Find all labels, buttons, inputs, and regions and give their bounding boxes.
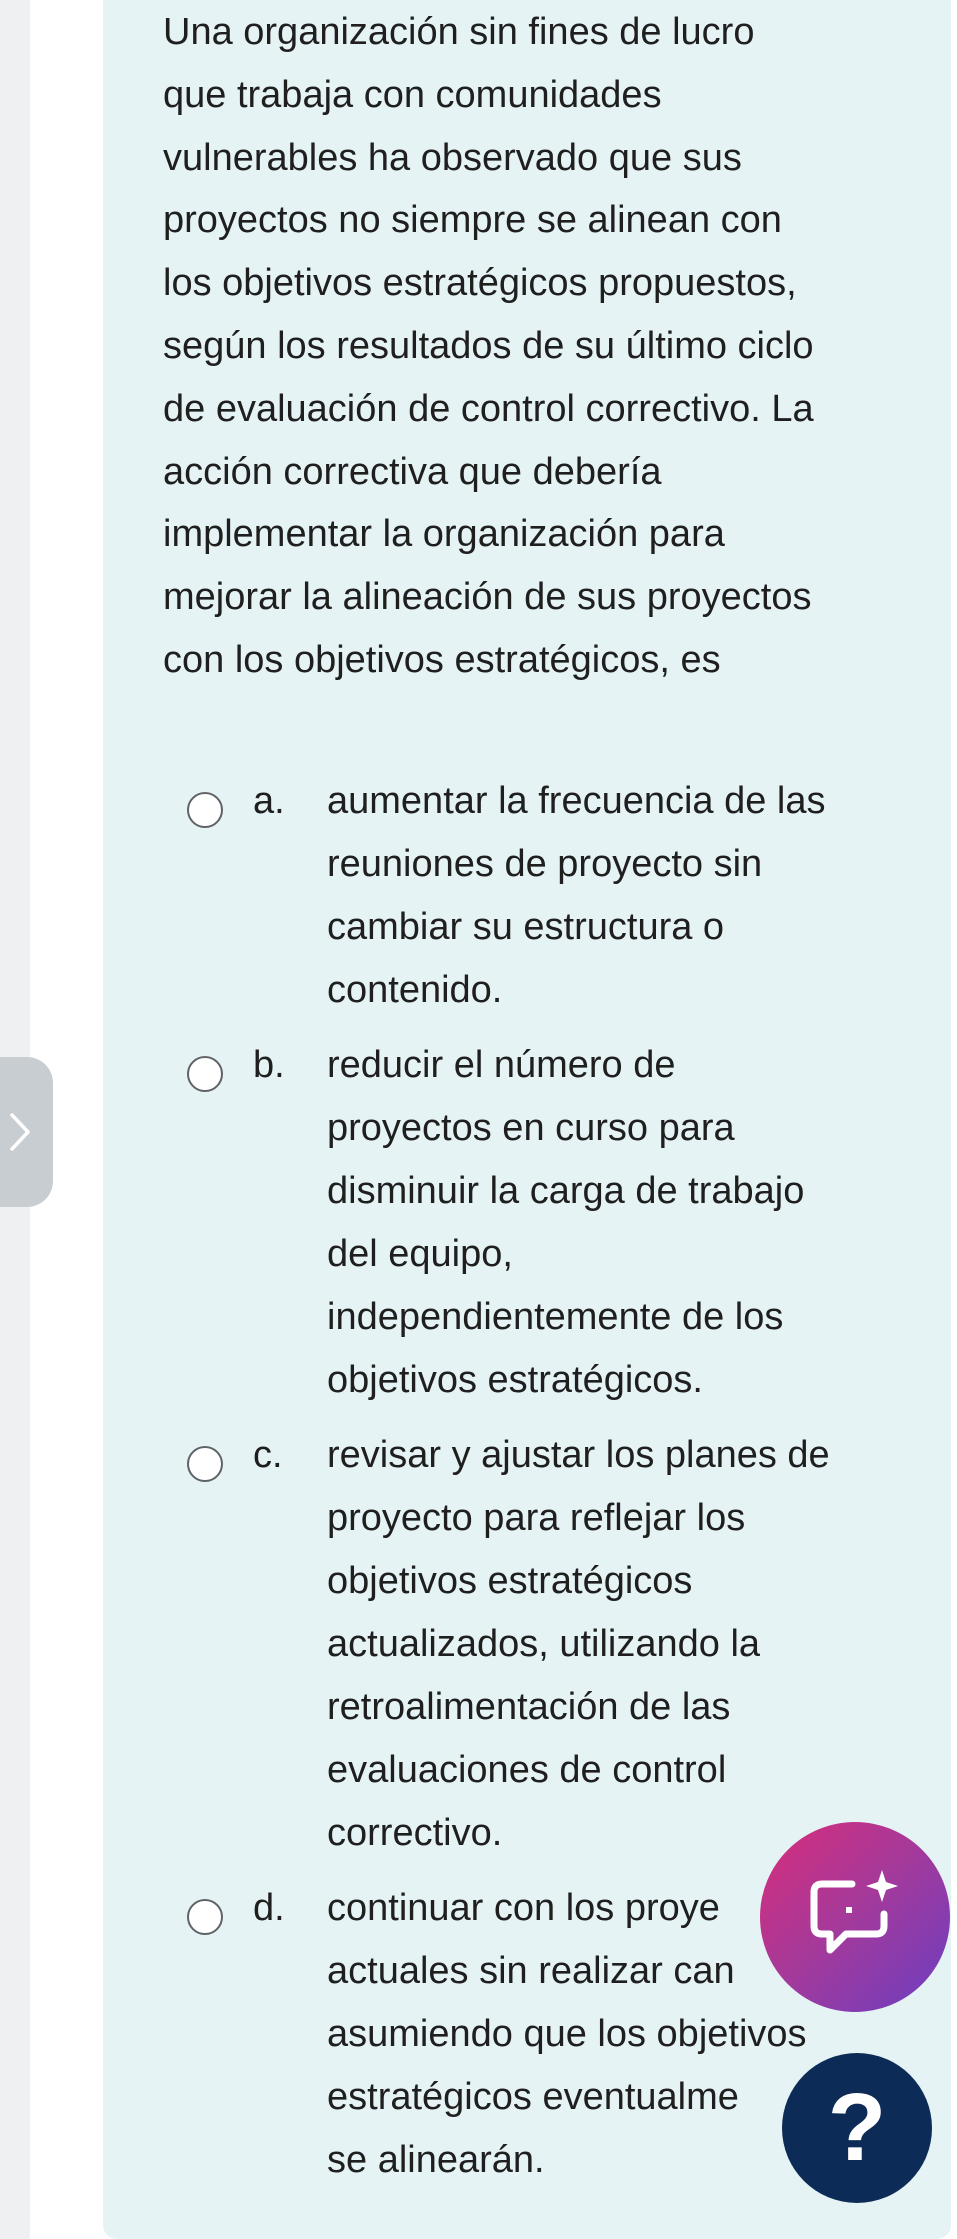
option-line: disminuir la carga de trabajo — [327, 1170, 805, 1212]
option-line: cambiar su estructura o — [327, 906, 725, 948]
option-text — [327, 1424, 887, 1865]
option-letter: d. — [253, 1887, 285, 1929]
question-line: según los resultados de su último ciclo — [163, 324, 814, 367]
help-button[interactable]: ? — [782, 2053, 932, 2203]
question-line: Una organización sin fines de lucro — [163, 11, 755, 53]
question-line: acción correctiva que debería — [163, 450, 662, 493]
option-line: objetivos estratégicos. — [327, 1359, 703, 1401]
option-line: correctivo. — [327, 1812, 503, 1854]
option-line: asumiendo que los objetivos — [327, 2013, 807, 2055]
option-letter: a. — [253, 780, 285, 822]
question-line: implementar la organización para — [163, 513, 725, 556]
option-line: aumentar la frecuencia de las — [327, 780, 826, 822]
option-line: proyecto para reflejar los — [327, 1497, 746, 1539]
radio-option-a[interactable] — [187, 792, 223, 828]
radio-option-d[interactable] — [187, 1899, 223, 1935]
radio-option-c[interactable] — [187, 1446, 223, 1482]
question-line: con los objetivos estratégicos, es — [163, 638, 721, 681]
option-text — [327, 1034, 887, 1412]
option-letter: c. — [253, 1434, 283, 1476]
question-line: de evaluación de control correctivo. La — [163, 387, 814, 430]
option-line: proyectos en curso para — [327, 1107, 735, 1149]
chevron-right-icon — [4, 1107, 34, 1157]
question-line: proyectos no siempre se alinean con — [163, 199, 782, 242]
sparkle-chat-icon — [800, 1864, 910, 1974]
option-line: objetivos estratégicos — [327, 1560, 693, 1602]
option-line: continuar con los proye — [327, 1887, 720, 1929]
option-line: actuales sin realizar can — [327, 1950, 735, 1992]
question-line: vulnerables ha observado que sus — [163, 136, 742, 179]
option-text — [327, 770, 887, 1022]
option-line: del equipo, — [327, 1233, 513, 1275]
option-letter: b. — [253, 1044, 285, 1086]
option-line: se alinearán. — [327, 2139, 545, 2181]
option-line: contenido. — [327, 969, 503, 1011]
side-panel-toggle[interactable] — [0, 1057, 53, 1207]
radio-option-b[interactable] — [187, 1056, 223, 1092]
question-line: los objetivos estratégicos propuestos, — [163, 262, 797, 305]
question-line: que trabaja con comunidades — [163, 73, 662, 116]
option-line: evaluaciones de control — [327, 1749, 727, 1791]
option-line: revisar y ajustar los planes de — [327, 1434, 830, 1476]
option-line: reducir el número de — [327, 1044, 676, 1086]
question-text — [163, 0, 903, 692]
option-line: reuniones de proyecto sin — [327, 843, 763, 885]
question-line: mejorar la alineación de sus proyectos — [163, 576, 812, 619]
option-line: estratégicos eventualme — [327, 2076, 739, 2118]
option-line: actualizados, utilizando la — [327, 1623, 761, 1665]
ai-assistant-button[interactable] — [760, 1822, 950, 2012]
option-line: retroalimentación de las — [327, 1686, 731, 1728]
option-line: independientemente de los — [327, 1296, 784, 1338]
